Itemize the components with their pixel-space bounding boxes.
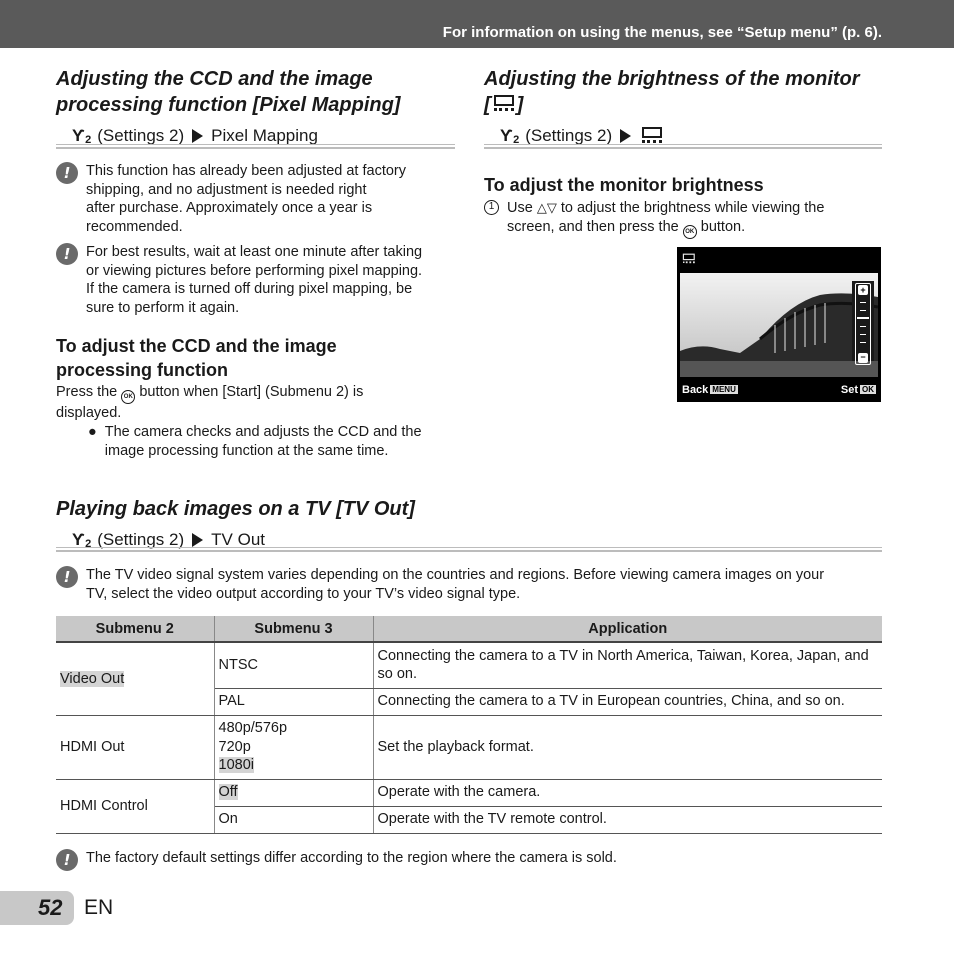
brightness-path: Ƴ 2 (Settings 2) xyxy=(500,126,665,146)
page-language: EN xyxy=(84,896,114,919)
step-item: 1 Use △▽ to adjust the brightness while viewing the screen, and then press the OK button. xyxy=(484,199,882,239)
monitor-brightness-icon xyxy=(491,94,517,114)
monitor-brightness-icon xyxy=(681,253,697,265)
arrow-right-icon xyxy=(620,129,631,143)
table-cell: HDMI Out xyxy=(56,715,214,779)
ok-button-icon: OK xyxy=(683,225,697,239)
bullet-item: ● The camera checks and adjusts the CCD and the image processing function at the same time. xyxy=(88,424,422,459)
table-header-cell: Application xyxy=(373,616,882,642)
table-cell: Connecting the camera to a TV in European countries, China, and so on. xyxy=(373,688,882,715)
header-text: For information on using the menus, see “Setup menu” (p. 6). xyxy=(442,24,882,41)
section-rule xyxy=(484,144,882,149)
brightness-subhead: To adjust the monitor brightness xyxy=(484,175,764,195)
table-row xyxy=(56,715,882,779)
bridge-photo xyxy=(680,273,878,377)
table-cell: Off xyxy=(214,779,373,806)
ok-button-icon: OK xyxy=(121,390,135,404)
pixel-mapping-path: Ƴ 2 (Settings 2) Pixel Mapping xyxy=(72,126,318,146)
step-number: 1 xyxy=(484,200,499,215)
table-cell: PAL xyxy=(214,688,373,715)
section-rule xyxy=(56,144,455,149)
settings-icon: Ƴ 2 xyxy=(500,126,520,146)
table-cell: NTSC xyxy=(214,642,373,688)
caution-icon: ! xyxy=(56,566,78,588)
pixel-mapping-subhead: To adjust the CCD and the image processing function xyxy=(56,336,337,380)
table-cell: Operate with the camera. xyxy=(373,779,882,806)
screen-back-label: Back MENU xyxy=(682,384,736,396)
section-rule xyxy=(56,547,882,552)
page-number: 52 xyxy=(38,895,63,920)
table-cell: Video Out xyxy=(56,642,214,715)
table-cell: On xyxy=(214,806,373,833)
plus-icon: + xyxy=(858,285,868,295)
camera-screen xyxy=(677,247,881,402)
ok-badge: OK xyxy=(862,385,874,394)
table-cell: HDMI Control xyxy=(56,779,214,833)
table-header-row xyxy=(56,616,882,642)
tv-out-title: Playing back images on a TV [TV Out] xyxy=(56,498,415,520)
header-bar xyxy=(0,0,954,48)
slider-level-marker xyxy=(857,317,869,319)
menu-badge: MENU xyxy=(712,385,736,394)
table-row xyxy=(56,779,882,806)
caution-note: ! For best results, wait at least one minute after taking or viewing pictures before performing pixel mapping. If the camera is turned off during pixel mapping, be sure to perform it again. xyxy=(56,243,454,317)
minus-icon: − xyxy=(858,353,868,363)
press-instruction: Press the OK button when [Start] (Submenu 2) is displayed. xyxy=(56,384,364,422)
up-arrow-icon: △ xyxy=(536,200,547,215)
table-header-cell: Submenu 2 xyxy=(56,616,214,642)
table-cell: 480p/576p 720p 1080i xyxy=(214,715,373,779)
caution-icon: ! xyxy=(56,243,78,265)
table-cell: Set the playback format. xyxy=(373,715,882,779)
tv-out-path: Ƴ 2 (Settings 2) TV Out xyxy=(72,530,266,550)
bullet-icon: ● xyxy=(88,424,97,440)
caution-note: ! The TV video signal system varies depending on the countries and regions. Before viewing camera images on your TV, select the video output according to your TV’s video signal type. xyxy=(56,566,882,603)
settings-icon: Ƴ 2 xyxy=(72,530,92,550)
pixel-mapping-title: Adjusting the CCD and the image processing function [Pixel Mapping] xyxy=(56,68,401,116)
table-header-cell: Submenu 3 xyxy=(214,616,373,642)
page-tab xyxy=(0,891,74,925)
arrow-right-icon xyxy=(192,129,203,143)
caution-note: ! The factory default settings differ according to the region where the camera is sold. xyxy=(56,849,882,871)
caution-note: ! This function has already been adjusted at factory shipping, and no adjustment is needed right after purchase. Approximately once a year is recommended. xyxy=(56,162,454,236)
tv-out-table xyxy=(56,616,882,834)
arrow-right-icon xyxy=(192,533,203,547)
brightness-slider[interactable] xyxy=(855,283,871,365)
screen-set-label: Set OK xyxy=(840,384,874,396)
caution-icon: ! xyxy=(56,849,78,871)
brightness-title: Adjusting the brightness of the monitor [ ] xyxy=(484,68,860,116)
caution-icon: ! xyxy=(56,162,78,184)
monitor-brightness-icon xyxy=(639,126,665,146)
down-arrow-icon: ▽ xyxy=(546,200,557,215)
table-row xyxy=(56,642,882,688)
table-cell: Operate with the TV remote control. xyxy=(373,806,882,833)
table-cell: Connecting the camera to a TV in North America, Taiwan, Korea, Japan, and so on. xyxy=(373,642,882,688)
settings-icon: Ƴ 2 xyxy=(72,126,92,146)
